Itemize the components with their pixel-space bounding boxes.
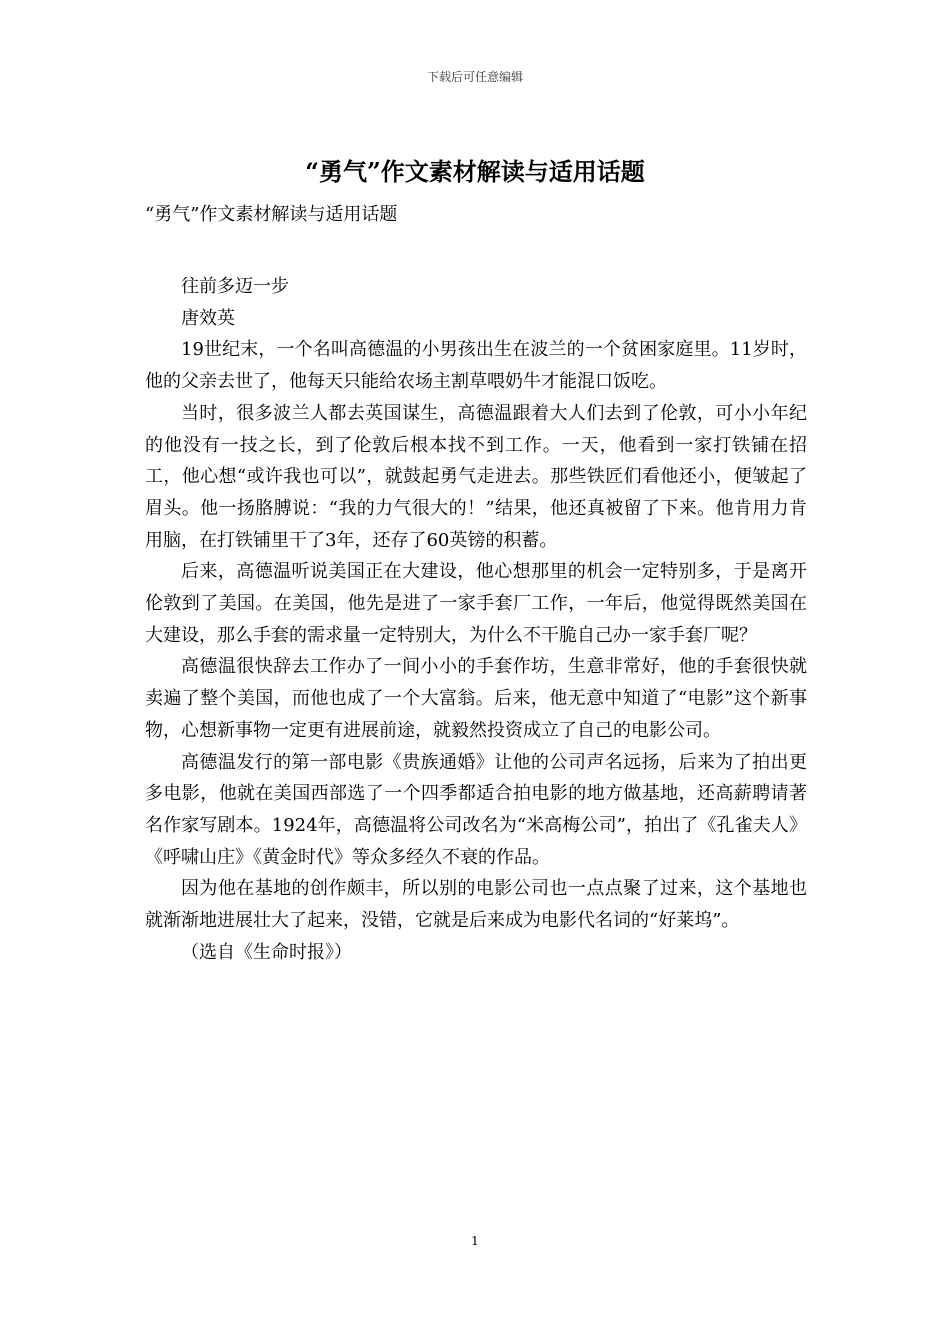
- document-title: “勇气”作文素材解读与适用话题: [305, 157, 645, 186]
- article-paragraph-1: 19世纪末，一个名叫高德温的小男孩出生在波兰的一个贫困家庭里。11岁时，他的父亲去世了，他每天只能给农场主割草喂奶牛才能混口饭吃。: [145, 339, 807, 393]
- article-paragraph-4: 高德温很快辞去工作办了一间小小的手套作坊，生意非常好，他的手套很快就卖遍了整个美国，而他也成了一个大富翁。后来，他无意中知道了“电影”这个新事物，心想新事物一定更有进展前途，就毅然投资成立了自己的电影公司。: [145, 656, 807, 741]
- article-paragraph-2: 当时，很多波兰人都去英国谋生，高德温跟着大人们去到了伦敦，可小小年纪的他没有一技之长，到了伦敦后根本找不到工作。一天，他看到一家打铁铺在招工，他心想“或许我也可以”，就鼓起勇气走进去。那些铁匠们看他还小，便皱起了眉头。他一扬胳膊说：“我的力气很大的！”结果，他还真被留了下来。他肯用力肯用脑，在打铁铺里干了3年，还存了60英镑的积蓄。: [145, 402, 807, 551]
- article-paragraph-6: 因为他在基地的创作颇丰，所以别的电影公司也一点点聚了过来，这个基地也就渐渐地进展壮大了起来，没错，它就是后来成为电影代名词的“好莱坞”。: [145, 878, 807, 932]
- article-paragraph-5: 高德温发行的第一部电影《贵族通婚》让他的公司声名远扬，后来为了拍出更多电影，他就在美国西部选了一个四季都适合拍电影的地方做基地，还高薪聘请著名作家写剧本。1924年，高德温将公司改名为“米高梅公司”，拍出了《孔雀夫人》《呼啸山庄》《黄金时代》等众多经久不衰的作品。: [145, 751, 807, 868]
- article-author: 唐效英: [181, 307, 235, 329]
- document-subtitle: “勇气”作文素材解读与适用话题: [145, 204, 398, 225]
- header-note: 下载后可任意编辑: [426, 70, 523, 84]
- article-paragraph-3: 后来，高德温听说美国正在大建设，他心想那里的机会一定特别多，于是离开伦敦到了美国。在美国，他先是进了一家手套厂工作，一年后，他觉得既然美国在大建设，那么手套的需求量一定特别大，为什么不干脆自己办一家手套厂呢？: [145, 561, 807, 646]
- article-body: [145, 271, 807, 968]
- page-number: 1: [471, 1234, 479, 1248]
- article-source: （选自《生命时报》）: [181, 941, 352, 963]
- article-heading: 往前多迈一步: [181, 276, 289, 297]
